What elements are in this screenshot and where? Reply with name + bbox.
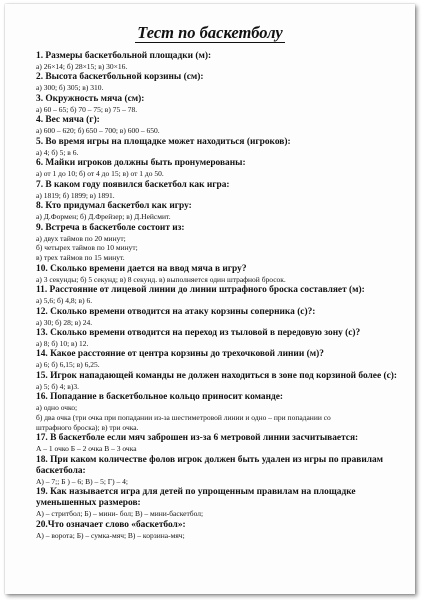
answer-options: А) – ворота; Б) – сумка-мяч; В) – корзина-мяч; (36, 530, 185, 540)
answer-options: а) двух таймов по 20 минут; (36, 233, 126, 243)
question-text: 7. В каком году появился баскетбол как игра: (36, 179, 230, 190)
question-text: 10. Сколько времени дается на ввод мяча в игру? (36, 263, 247, 274)
document-title (5, 23, 415, 43)
answer-options: а) 8; б) 10; в) 12. (36, 339, 89, 348)
question-text: 1. Размеры баскетбольной площадки (м): (36, 51, 212, 61)
question-19 (36, 487, 402, 519)
question-12 (36, 307, 402, 328)
answer-options: а) 60 – 65; б) 70 – 75; в) 75 – 78. (36, 104, 138, 114)
answer-options: А) – 7;; Б ) – 6; В) – 5; Г) – 4; (36, 476, 128, 486)
question-text: 18. При каком количестве фолов игрок должен быть удален из игры по правилам баскетбола: (36, 454, 384, 476)
question-text: 12. Сколько времени отводится на атаку корзины соперника (с)?: (36, 306, 316, 317)
question-14 (36, 349, 402, 370)
question-8 (36, 201, 402, 222)
question-spacer (36, 540, 402, 541)
answer-options: а) 30; б) 28; в) 24. (36, 317, 93, 327)
answer-options: б) четырех таймов по 10 минут; (36, 243, 138, 253)
question-text: 11. Расстояние от лицевой линии до линии штрафного броска составляет (м): (36, 285, 365, 296)
question-text: 16. Попадание в баскетбольное кольцо приносит команде: (36, 392, 284, 403)
question-20 (36, 520, 402, 541)
question-text: 15. Игрок нападающей команды не должен находиться в зоне под корзиной более (с): (36, 370, 397, 381)
question-1 (36, 51, 402, 72)
question-text: 14. Какое расстояние от центра корзины до трехочковой линии (м)? (36, 349, 324, 360)
answer-options: штрафного броска); в) три очка. (36, 422, 139, 432)
answer-options: а) 4; б) 5; в 6. (36, 147, 79, 157)
answer-options: а) 600 – 620; б) 650 – 700; в) 600 – 650. (36, 126, 160, 136)
answer-options: а) 1819; б) 1899; в) 1891. (36, 190, 115, 200)
question-7 (36, 180, 402, 201)
answer-options: А) – стритбол; Б) – мини- бол; В) – мини-баскетбол; (36, 509, 204, 519)
answer-options: а) Д.Формен; б) Д.Фрейзер; в) Д.Нейсмит. (36, 212, 171, 222)
question-10 (36, 264, 402, 285)
answer-options: б) два очка (три очка при попадании из-за шестиметровой линии и одно – при попадании со (36, 413, 331, 423)
answer-options: а) 5,6; б) 4,8; в) 6. (36, 296, 93, 306)
question-4 (36, 115, 402, 136)
question-text: 2. Высота баскетбольной корзины (см): (36, 72, 204, 83)
answer-options: а) 5; б) 4; в)3. (36, 381, 79, 391)
question-text: 4. Вес мяча (г): (36, 115, 100, 126)
answer-options: а) 3 секунды; б) 5 секунд; в) 8 секунд. в) выполняется один штрафной бросок. (36, 274, 286, 284)
answer-options: А – 1 очко Б – 2 очка В – 3 очка (36, 444, 137, 454)
question-9 (36, 223, 402, 263)
document-title-text: Тест по баскетболу (137, 23, 283, 42)
answer-options: а) 26×14; б) 28×15; в) 30×16. (36, 62, 128, 71)
question-text: 3. Окружность мяча (см): (36, 93, 145, 104)
question-text: 6. Майки игроков должны быть пронумерованы: (36, 158, 246, 169)
question-text: 19. Как называется игра для детей по упрощенным правилам на площадке уменьшенных размеров: (36, 487, 356, 509)
question-text: 20.Что означает слово «баскетбол»: (36, 519, 186, 530)
question-text: 17. В баскетболе если мяч заброшен из-за 6 метровой линии засчитывается: (36, 433, 359, 444)
question-11 (36, 285, 402, 306)
answer-options: в) трех таймов по 15 минут. (36, 253, 125, 263)
question-5 (36, 137, 402, 158)
question-text: 5. Во время игры на площадке может находиться (игроков): (36, 136, 291, 147)
question-text: 13. Сколько времени отводится на переход из тыловой в передовую зону (с)? (36, 328, 361, 338)
document-page (5, 4, 415, 594)
answer-options: а) от 1 до 10; б) от 4 до 15; в) от 1 до 50. (36, 169, 164, 179)
question-2 (36, 72, 402, 93)
question-text: 8. Кто придумал баскетбол как игру: (36, 201, 192, 212)
question-6 (36, 158, 402, 179)
answer-options: а) 6; б) 6,15; в) 6,25. (36, 360, 100, 370)
answer-options: а) 300; б) 305; в) 310. (36, 83, 104, 93)
question-16 (36, 392, 402, 432)
question-13 (36, 328, 402, 349)
question-17 (36, 433, 402, 454)
question-18 (36, 455, 402, 487)
question-text: 9. Встреча в баскетболе состоит из: (36, 222, 185, 233)
question-3 (36, 94, 402, 115)
answer-options: а) одно очко; (36, 403, 78, 413)
question-15 (36, 371, 402, 392)
question-list (36, 51, 402, 541)
